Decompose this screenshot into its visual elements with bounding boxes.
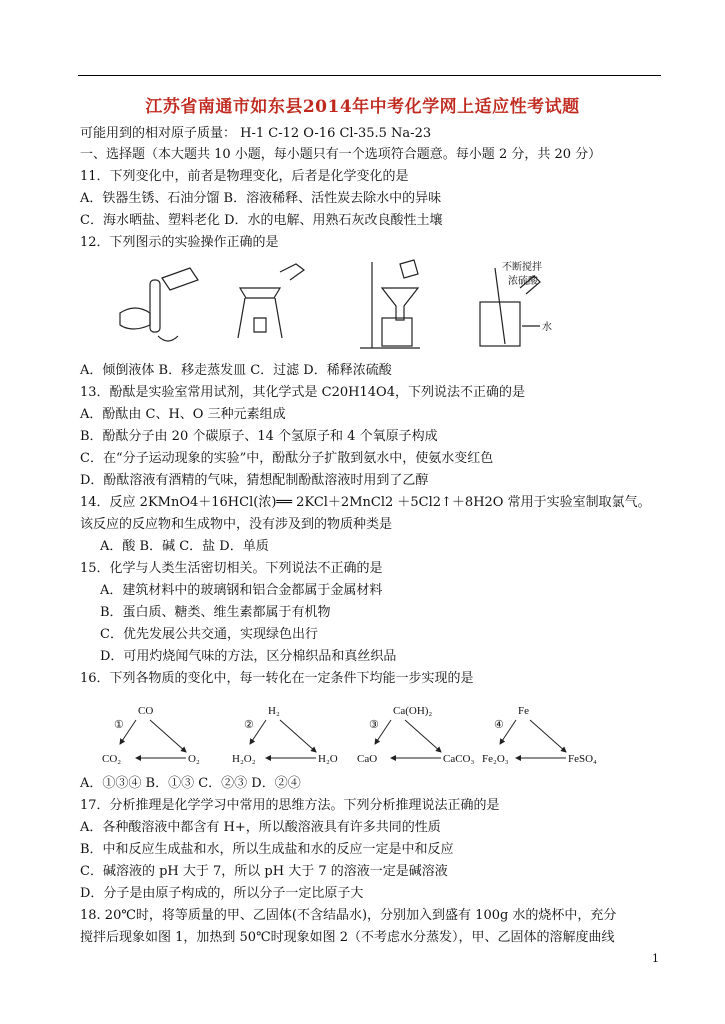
- diagram-number: ①: [114, 719, 124, 731]
- text-line: A．酚酞由 C、H、O 三种元素组成: [80, 407, 286, 422]
- text-line: B．酚酞分子由 20 个碳原子、14 个氢原子和 4 个氧原子构成: [80, 429, 438, 444]
- diagram-number: ②: [244, 719, 254, 731]
- text-line: C．优先发展公共交通，实现绿色出行: [100, 627, 318, 642]
- diagram-number: ③: [369, 719, 379, 731]
- text-line: 16．下列各物质的变化中，每一转化在一定条件下均能一步实现的是: [80, 671, 474, 686]
- diagram-left-substance: H₂O₂: [232, 753, 256, 765]
- text-line: A．各种酸溶液中都含有 H+，所以酸溶液具有许多共同的性质: [80, 820, 441, 835]
- page-title: 江苏省南通市如东县2014年中考化学网上适应性考试题: [145, 97, 580, 117]
- diagram-right-substance: CaCO₃: [443, 753, 475, 765]
- diagram-right-substance: H₂O: [318, 753, 338, 765]
- diagram-right-substance: FeSO₄: [568, 753, 597, 765]
- text-line: D．可用灼烧闻气味的方法，区分棉织品和真丝织品: [100, 649, 397, 664]
- text-line: B．中和反应生成盐和水，所以生成盐和水的反应一定是中和反应: [80, 842, 454, 857]
- text-line: A．建筑材料中的玻璃钢和铝合金都属于金属材料: [100, 583, 383, 598]
- diagram-top-substance: Fe: [518, 705, 529, 717]
- page-number: 1: [652, 952, 659, 965]
- figure-label: 不断搅拌: [502, 262, 542, 273]
- text-line: 18. 20℃时，将等质量的甲、乙固体(不含结晶水)，分别加入到盛有 100g 水的烧杯中，充分: [80, 908, 617, 923]
- figure-label: 水: [542, 322, 552, 333]
- text-line: 一、选择题（本大题共 10 小题，每小题只有一个选项符合题意。每小题 2 分，共 20 分）: [80, 147, 602, 162]
- pouring-liquid-icon: [120, 268, 198, 341]
- filtration-icon: [360, 260, 420, 348]
- text-line: 14．反应 2KMnO4＋16HCl(浓)══ 2KCl＋2MnCl2 ＋5Cl2↑＋8H2O 常用于实验室制取氯气。: [80, 495, 651, 510]
- diagram-top-substance: H₂: [268, 705, 280, 717]
- text-line: A．铁器生锈、石油分馏 B．溶液稀释、活性炭去除水中的异味: [80, 191, 442, 206]
- text-line: C．在“分子运动现象的实验”中，酚酞分子扩散到氨水中，使氨水变红色: [80, 451, 494, 466]
- text-line: C．碱溶液的 pH 大于 7，所以 pH 大于 7 的溶液一定是碱溶液: [80, 864, 448, 879]
- figure-label: 浓硫酸: [508, 276, 538, 287]
- text-line: 该反应的反应物和生成物中，没有涉及到的物质种类是: [80, 517, 393, 532]
- diagram-top-substance: Ca(OH)₂: [393, 705, 433, 717]
- transformation-triangle: [480, 700, 605, 770]
- transformation-triangle: [355, 700, 480, 770]
- diagram-left-substance: CO₂: [102, 753, 122, 765]
- q12-figure: [110, 258, 570, 358]
- text-line: 15．化学与人类生活密切相关。下列说法不正确的是: [80, 561, 383, 576]
- text-line: C．海水晒盐、塑料老化 D．水的电解、用熟石灰改良酸性土壤: [80, 213, 443, 228]
- diagram-top-substance: CO: [138, 705, 154, 717]
- text-line: 搅拌后现象如图 1，加热到 50℃时现象如图 2（不考虑水分蒸发），甲、乙固体的溶解度曲线: [80, 930, 615, 945]
- text-line: 13．酚酞是实验室常用试剂，其化学式是 C20H14O4，下列说法不正确的是: [80, 385, 525, 400]
- transformation-triangle: [100, 700, 225, 770]
- text-line: A．①③④ B．①③ C．②③ D．②④: [80, 776, 301, 791]
- text-line: 11．下列变化中，前者是物理变化，后者是化学变化的是: [80, 169, 409, 184]
- evaporating-dish-icon: [238, 264, 304, 338]
- text-line: B．蛋白质、糖类、维生素都属于有机物: [100, 605, 331, 620]
- text-line: 17．分析推理是化学学习中常用的思维方法。下列分析推理说法正确的是: [80, 798, 500, 813]
- diagram-left-substance: Fe₂O₃: [482, 753, 509, 765]
- transformation-triangle: [230, 700, 355, 770]
- header-rule: [78, 75, 661, 76]
- text-line: 可能用到的相对原子质量： H-1 C-12 O-16 Cl-35.5 Na-23: [80, 126, 432, 141]
- text-line: D．分子是由原子构成的，所以分子一定比原子大: [80, 886, 364, 901]
- text-line: D．酚酞溶液有酒精的气味，猜想配制酚酞溶液时用到了乙醇: [80, 473, 429, 488]
- diagram-number: ④: [494, 719, 504, 731]
- text-line: 12．下列图示的实验操作正确的是: [80, 235, 279, 250]
- diagram-left-substance: CaO: [357, 753, 378, 765]
- diagram-right-substance: O₂: [188, 753, 200, 765]
- text-line: A．酸 B．碱 C．盐 D．单质: [100, 539, 269, 554]
- text-line: A．倾倒液体 B．移走蒸发皿 C．过滤 D．稀释浓硫酸: [80, 363, 392, 378]
